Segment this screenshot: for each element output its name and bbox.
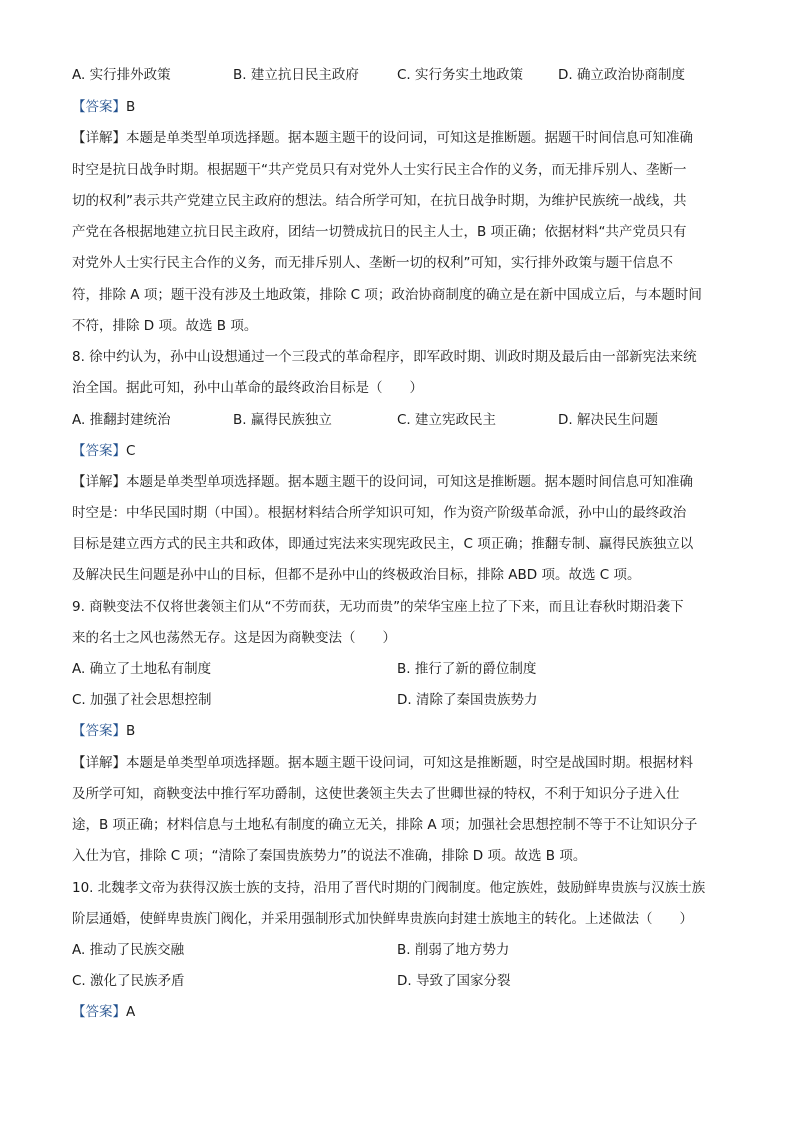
q9-stem-line: 9. 商鞅变法不仅将世袭领主们从“不劳而获，无功而贵”的荣华宝座上拉了下来，而且让春秋时期沿袭下 (72, 599, 684, 615)
q8-option-b: B. 赢得民族独立 (233, 412, 332, 428)
q8-detail-line: 目标是建立西方式的民主共和政体，即通过宪法来实现宪政民主，C 项正确；推翻专制、赢得民族独立以 (72, 536, 694, 552)
q8-detail-line: 【详解】本题是单类型单项选择题。据本题主题干的设问词，可知这是推断题。据本题时间信息可知准确 (72, 474, 693, 490)
q7-detail-line: 时空是抗日战争时期。根据题干“共产党员只有对党外人士实行民主合作的义务，而无排斥别人、垄断一 (72, 162, 687, 178)
q10-option-a: A. 推动了民族交融 (72, 942, 185, 958)
q9-detail-line: 途，B 项正确；材料信息与土地私有制度的确立无关，排除 A 项；加强社会思想控制不等于不让知识分子 (72, 817, 698, 833)
q8-option-c: C. 建立宪政民主 (397, 412, 497, 428)
q9-stem-line: 来的名士之风也荡然无存。这是因为商鞅变法（ ） (72, 630, 396, 646)
q9-option-a: A. 确立了土地私有制度 (72, 661, 212, 677)
q9-detail-line: 【详解】本题是单类型单项选择题。据本题主题干设问词，可知这是推断题，时空是战国时期。根据材料 (72, 755, 693, 771)
q8-option-a: A. 推翻封建统治 (72, 412, 171, 428)
q7-detail-line: 【详解】本题是单类型单项选择题。据本题主题干的设问词，可知这是推断题。据题干时间信息可知准确 (72, 130, 693, 146)
q7-option-c: C. 实行务实土地政策 (397, 67, 524, 83)
q7-option-b: B. 建立抗日民主政府 (233, 67, 359, 83)
q10-option-c: C. 激化了民族矛盾 (72, 973, 185, 989)
answer-label: 【答案】 (72, 443, 126, 459)
q10-stem-line: 阶层通婚，使鲜卑贵族门阀化，并采用强制形式加快鲜卑贵族向封建士族地主的转化。上述做法（ ） (72, 911, 693, 927)
answer-value: A (126, 1004, 136, 1020)
answer-label: 【答案】 (72, 99, 126, 115)
q7-detail-line: 产党在各根据地建立抗日民主政府，团结一切赞成抗日的民主人士，B 项正确；依据材料“共产党员只有 (72, 224, 687, 240)
q8-option-d: D. 解决民生问题 (558, 412, 658, 428)
q10-option-b: B. 削弱了地方势力 (397, 942, 510, 958)
q7-answer (72, 97, 135, 117)
answer-label: 【答案】 (72, 723, 126, 739)
q10-answer (72, 1002, 135, 1022)
answer-value: C (126, 443, 136, 459)
q9-answer (72, 721, 135, 741)
q7-detail-line: 切的权利”表示共产党建立民主政府的想法。结合所学可知，在抗日战争时期，为维护民族统一战线，共 (72, 193, 687, 209)
answer-label: 【答案】 (72, 1004, 126, 1020)
answer-value: B (126, 723, 136, 739)
answer-value: B (126, 99, 136, 115)
q9-option-d: D. 清除了秦国贵族势力 (397, 692, 538, 708)
q9-detail-line: 及所学可知，商鞅变法中推行军功爵制，这使世袭领主失去了世卿世禄的特权，不利于知识分子进入仕 (72, 786, 680, 802)
q8-stem-line: 治全国。据此可知，孙中山革命的最终政治目标是（ ） (72, 380, 423, 396)
q9-detail-line: 入仕为官，排除 C 项；“清除了秦国贵族势力”的说法不准确，排除 D 项。故选 B 项。 (72, 848, 587, 864)
q8-detail-line: 及解决民生问题是孙中山的目标，但都不是孙中山的终极政治目标，排除 ABD 项。故选 C 项。 (72, 567, 641, 583)
q8-answer (72, 441, 135, 461)
q7-option-a: A. 实行排外政策 (72, 67, 171, 83)
q7-detail-line: 不符，排除 D 项。故选 B 项。 (72, 318, 258, 334)
q10-stem-line: 10. 北魏孝文帝为获得汉族士族的支持，沿用了晋代时期的门阀制度。他定族姓，鼓励鲜卑贵族与汉族士族 (72, 880, 706, 896)
q9-option-c: C. 加强了社会思想控制 (72, 692, 212, 708)
q7-detail-line: 符，排除 A 项；题干没有涉及土地政策，排除 C 项；政治协商制度的确立是在新中国成立后，与本题时间 (72, 287, 702, 303)
q9-option-b: B. 推行了新的爵位制度 (397, 661, 537, 677)
q8-stem-line: 8. 徐中约认为，孙中山设想通过一个三段式的革命程序，即军政时期、训政时期及最后由一部新宪法来统 (72, 349, 697, 365)
q10-option-d: D. 导致了国家分裂 (397, 973, 511, 989)
q8-detail-line: 时空是：中华民国时期（中国）。根据材料结合所学知识可知，作为资产阶级革命派，孙中山的最终政治 (72, 505, 687, 521)
q7-option-d: D. 确立政治协商制度 (558, 67, 685, 83)
q7-detail-line: 对党外人士实行民主合作的义务，而无排斥别人、垄断一切的权利”可知，实行排外政策与题干信息不 (72, 255, 673, 271)
